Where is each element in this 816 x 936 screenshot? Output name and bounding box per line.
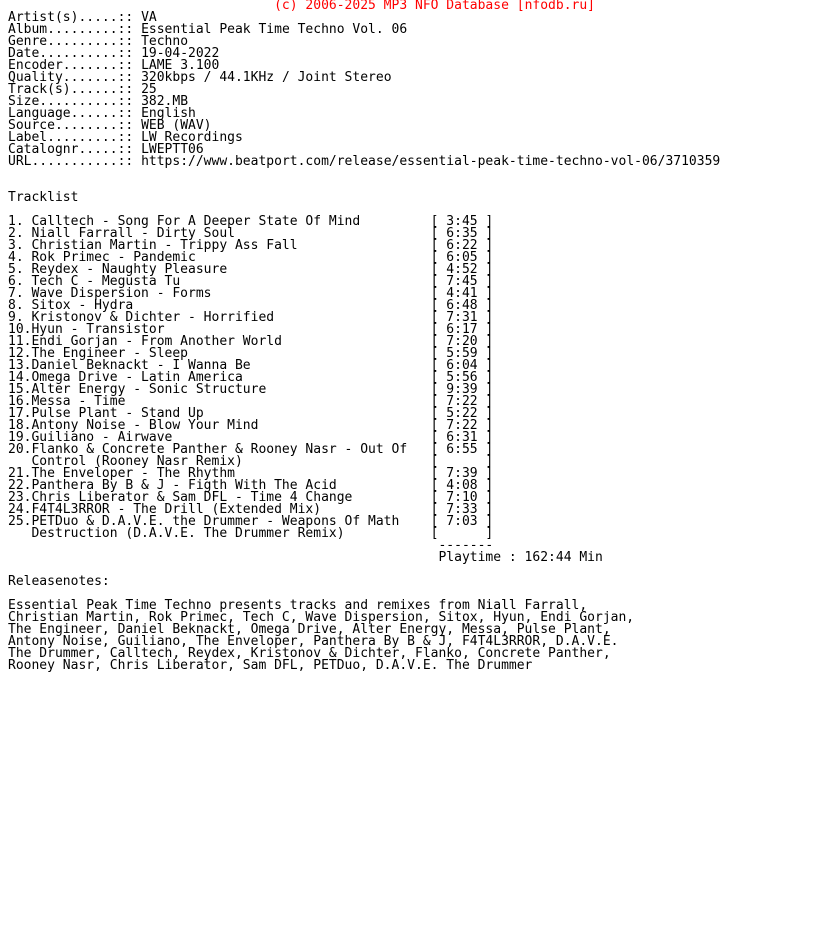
- playtime-total: Playtime : 162:44 Min: [8, 550, 603, 565]
- release-url-link[interactable]: https://www.beatport.com/release/essential-peak-time-techno-vol-06/3710359: [141, 154, 721, 169]
- track-row: 9. Kristonov & Dichter - Horrified [ 7:31 ]: [8, 310, 494, 325]
- track-row: 10.Hyun - Transistor [ 6:17 ]: [8, 322, 494, 337]
- info-label: Label.........::: [8, 130, 142, 145]
- info-url: [8, 156, 808, 168]
- info-value: VA: [141, 10, 157, 25]
- blank-line: [8, 564, 808, 576]
- track-row: Control (Rooney Nasr Remix) [ ]: [8, 454, 494, 469]
- track-row: 13.Daniel Beknackt - I Wanna Be [ 6:04 ]: [8, 358, 494, 373]
- info-value: Techno: [141, 34, 189, 49]
- track-row: 6. Tech C - Megusta Tu [ 7:45 ]: [8, 274, 494, 289]
- releasenotes-line: The Engineer, Daniel Beknackt, Omega Drive, Alter Energy, Messa, Pulse Plant,: [8, 622, 611, 637]
- info-block: [8, 12, 808, 168]
- releasenotes-line: Rooney Nasr, Chris Liberator, Sam DFL, PETDuo, D.A.V.E. The Drummer: [8, 658, 533, 673]
- track-row: 7. Wave Dispersion - Forms [ 4:41 ]: [8, 286, 494, 301]
- info-label: Date..........::: [8, 46, 142, 61]
- info-label: Track(s)......::: [8, 82, 142, 97]
- info-value: Essential Peak Time Techno Vol. 06: [141, 22, 408, 37]
- track-row: 12.The Engineer - Sleep [ 5:59 ]: [8, 346, 494, 361]
- track-row: 23.Chris Liberator & Sam DFL - Time 4 Change [ 7:10 ]: [8, 490, 494, 505]
- track-row: 1. Calltech - Song For A Deeper State Of Mind [ 3:45 ]: [8, 214, 494, 229]
- releasenotes-line: Essential Peak Time Techno presents tracks and remixes from Niall Farrall,: [8, 598, 588, 613]
- track-row: 25.PETDuo & D.A.V.E. the Drummer - Weapons Of Math [ 7:03 ]: [8, 514, 494, 529]
- releasenotes-line: Christian Martin, Rok Primec, Tech C, Wave Dispersion, Sitox, Hyun, Endi Gorjan,: [8, 610, 635, 625]
- info-value: 382.MB: [141, 94, 189, 109]
- track-row: 22.Panthera By B & J - Figth With The Acid [ 4:08 ]: [8, 478, 494, 493]
- info-label: URL...........::: [8, 154, 142, 169]
- info-value: 320kbps / 44.1KHz / Joint Stereo: [141, 70, 392, 85]
- info-label: Catalognr.....::: [8, 142, 142, 157]
- info-label: Source........::: [8, 118, 142, 133]
- track-row: 3. Christian Martin - Trippy Ass Fall [ 6:22 ]: [8, 238, 494, 253]
- info-value: LW Recordings: [141, 130, 243, 145]
- releasenotes-line: Antony Noise, Guiliano, The Enveloper, Panthera By B & J, F4T4L3RROR, D.A.V.E.: [8, 634, 619, 649]
- track-row: 2. Niall Farrall - Dirty Soul [ 6:35 ]: [8, 226, 494, 241]
- track-row: 18.Antony Noise - Blow Your Mind [ 7:22 ]: [8, 418, 494, 433]
- info-label: Size..........::: [8, 94, 142, 109]
- info-value: 19-04-2022: [141, 46, 220, 61]
- track-row: 4. Rok Primec - Pandemic [ 6:05 ]: [8, 250, 494, 265]
- releasenotes-line: The Drummer, Calltech, Reydex, Kristonov & Dichter, Flanko, Concrete Panther,: [8, 646, 611, 661]
- track-row: 20.Flanko & Concrete Panther & Rooney Nasr - Out Of [ 6:55 ]: [8, 442, 494, 457]
- info-label: Genre.........::: [8, 34, 142, 49]
- releasenotes-body: [8, 600, 808, 672]
- blank-line: [8, 168, 808, 180]
- info-label: Album.........::: [8, 22, 142, 37]
- track-row: 14.Omega Drive - Latin America [ 5:56 ]: [8, 370, 494, 385]
- info-label: Encoder.......::: [8, 58, 142, 73]
- track-row: 5. Reydex - Naughty Pleasure [ 4:52 ]: [8, 262, 494, 277]
- tracklist-heading: Tracklist: [8, 190, 79, 205]
- track-row: 15.Alter Energy - Sonic Structure [ 9:39 ]: [8, 382, 494, 397]
- info-value: English: [141, 106, 196, 121]
- releasenotes-heading: Releasenotes:: [8, 574, 110, 589]
- copyright-banner-link[interactable]: (c) 2006-2025 MP3 NFO Database [nfodb.ru]: [274, 0, 596, 13]
- info-value: WEB (WAV): [141, 118, 212, 133]
- info-value: 25: [141, 82, 157, 97]
- info-label: Quality.......::: [8, 70, 142, 85]
- info-value: LWEPTT06: [141, 142, 204, 157]
- playtime-separator: -------: [8, 538, 494, 553]
- tracklist: [8, 216, 808, 540]
- track-row: 8. Sitox - Hydra [ 6:48 ]: [8, 298, 494, 313]
- track-row: 16.Messa - Time [ 7:22 ]: [8, 394, 494, 409]
- info-value: LAME 3.100: [141, 58, 220, 73]
- track-row: 21.The Enveloper - The Rhythm [ 7:39 ]: [8, 466, 494, 481]
- nfo-document: [8, 0, 808, 672]
- track-row: Destruction (D.A.V.E. The Drummer Remix) [ ]: [8, 526, 494, 541]
- info-label: Artist(s).....::: [8, 10, 142, 25]
- blank-line: [8, 180, 808, 192]
- track-row: 17.Pulse Plant - Stand Up [ 5:22 ]: [8, 406, 494, 421]
- track-row: 24.F4T4L3RROR - The Drill (Extended Mix) [ 7:33 ]: [8, 502, 494, 517]
- info-label: Language......::: [8, 106, 142, 121]
- track-row: 19.Guiliano - Airwave [ 6:31 ]: [8, 430, 494, 445]
- track-row: 11.Endi Gorjan - From Another World [ 7:20 ]: [8, 334, 494, 349]
